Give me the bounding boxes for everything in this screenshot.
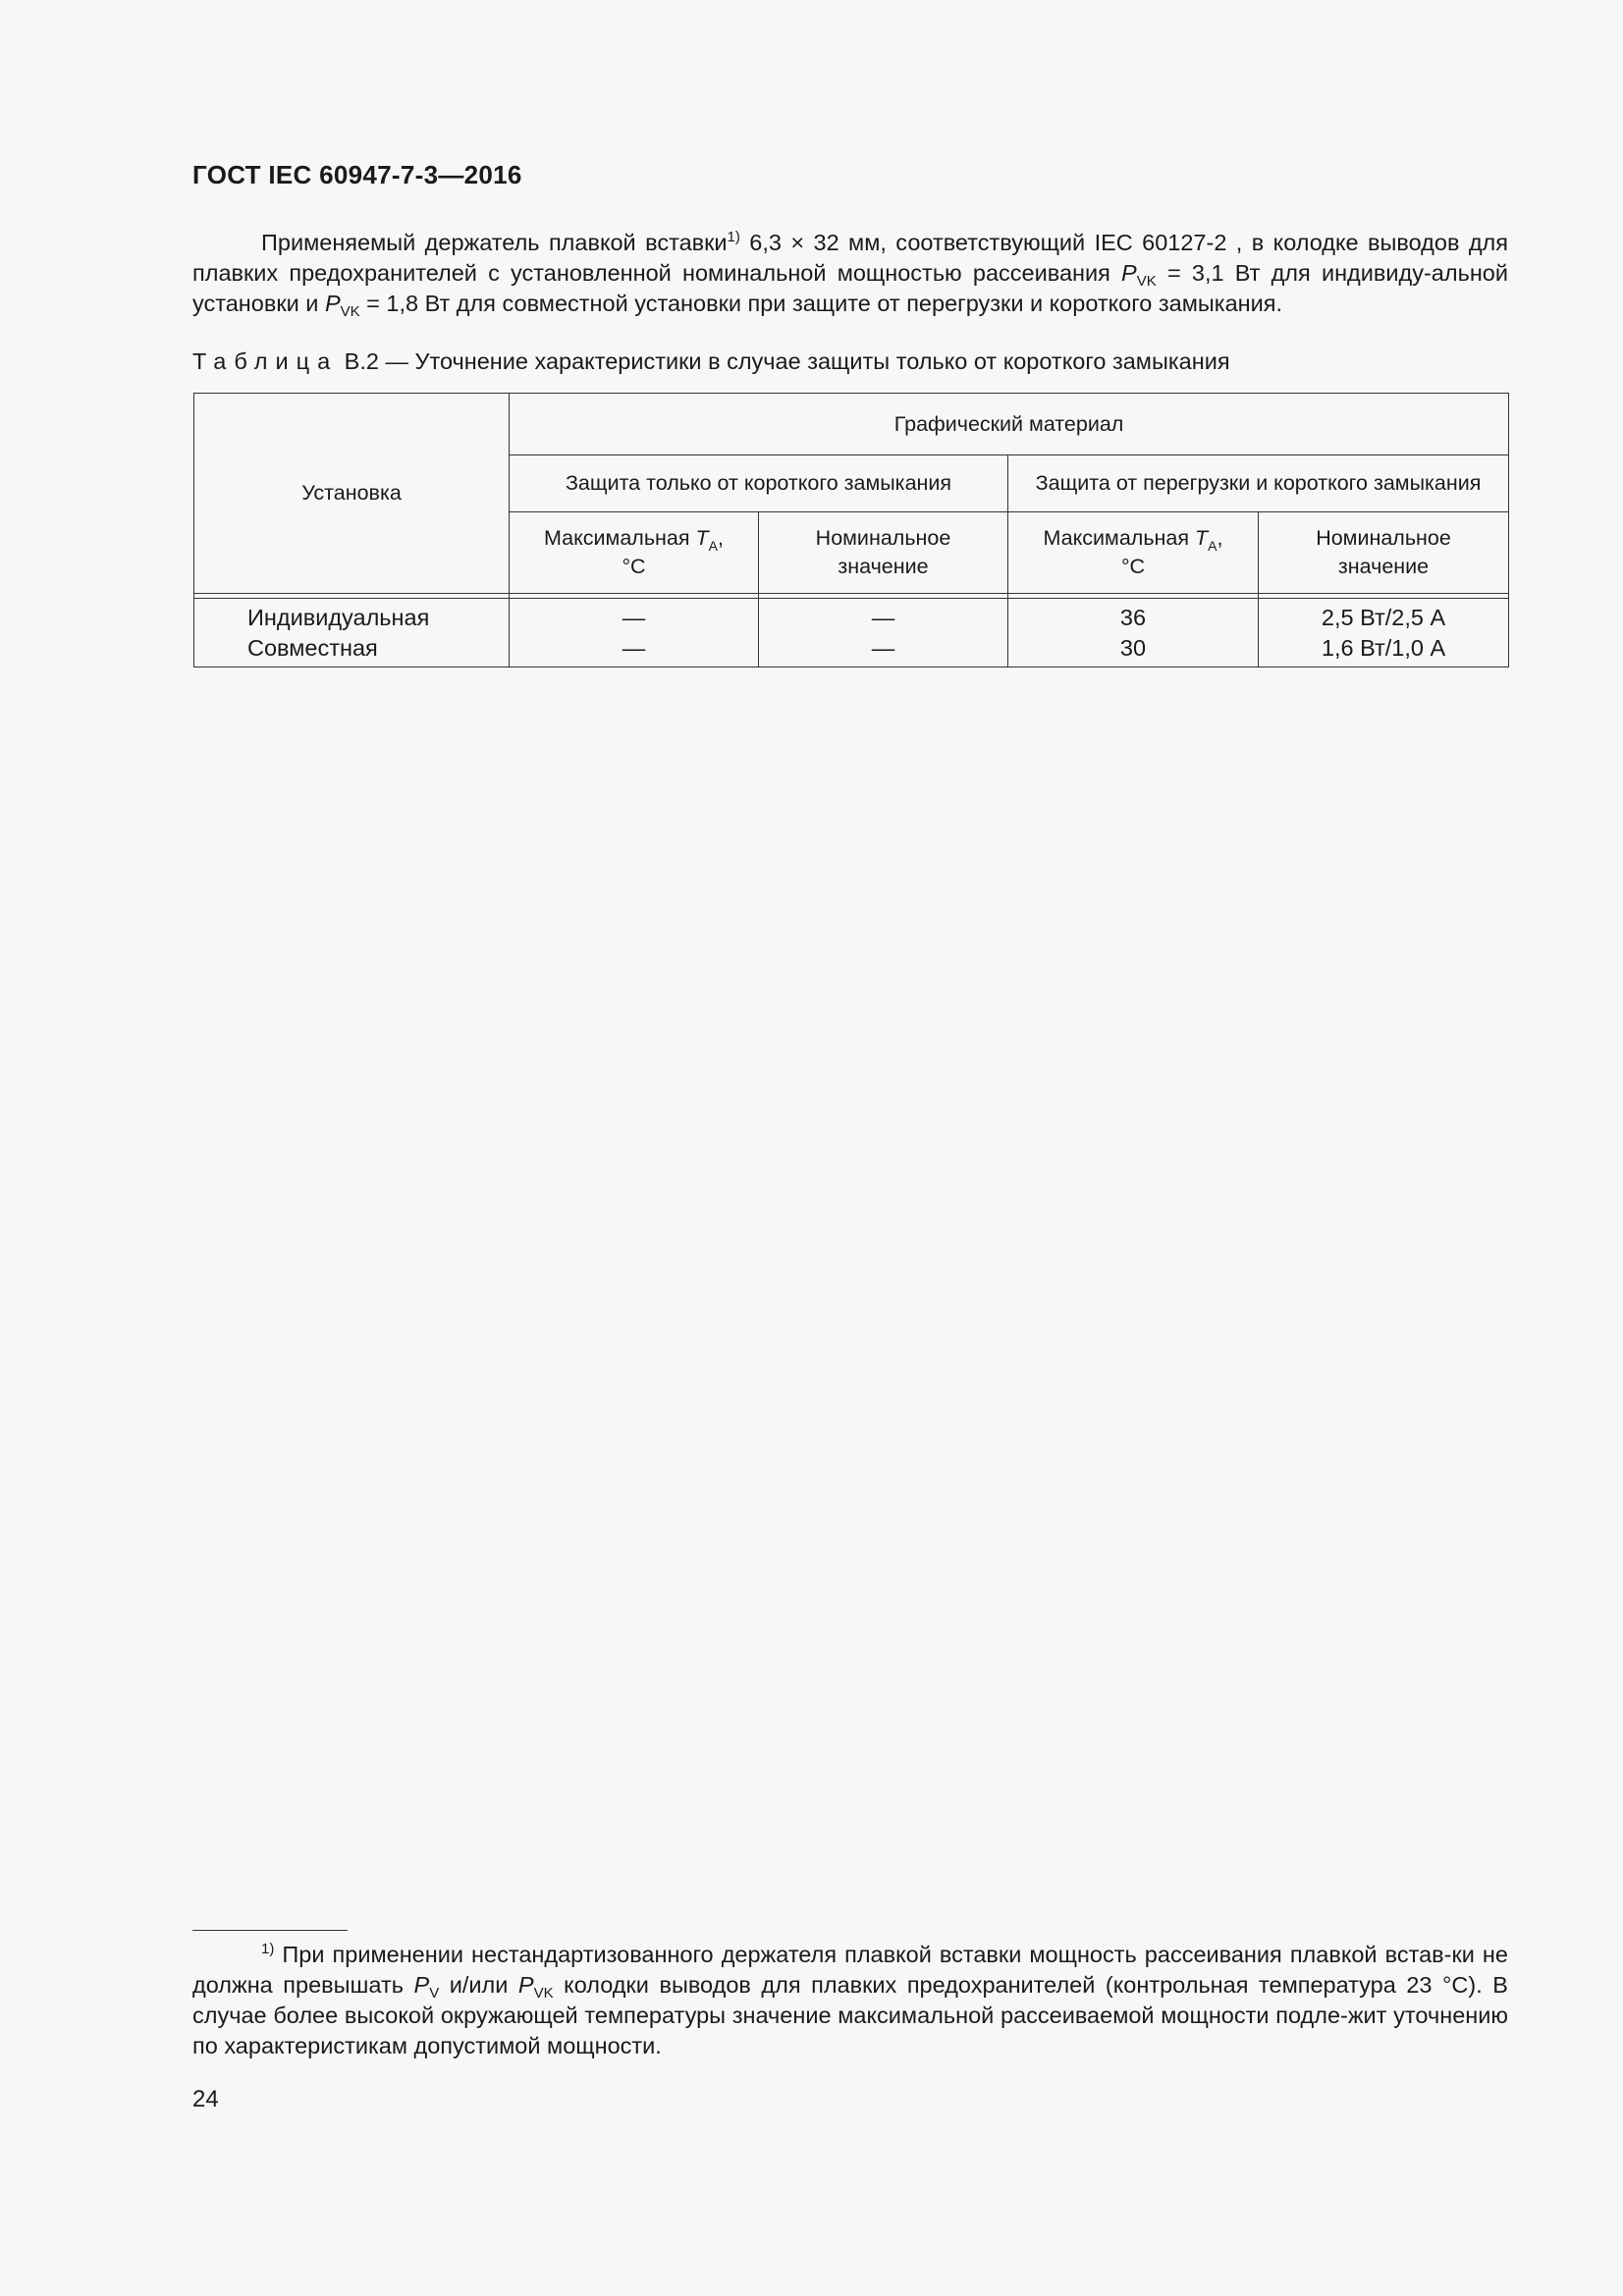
symbol-subscript: V (429, 1985, 440, 2002)
header-nominal-value: Номинальное значение (759, 512, 1008, 594)
header-max-temperature: Максимальная $T_A$, °C (510, 512, 759, 594)
symbol-p: P (324, 291, 341, 316)
paragraph-text: Применяемый держатель плавкой вставки (261, 230, 728, 255)
footnote-marker: 1) (261, 1941, 275, 1957)
header-nominal-value: Номинальное значение (1259, 512, 1509, 594)
cell-overload-temp: 36 30 (1008, 599, 1259, 667)
symbol-subscript: VK (340, 303, 360, 320)
characteristics-table (193, 393, 1509, 667)
page-number: 24 (192, 2086, 219, 2112)
cell-short-nominal: — — (759, 599, 1008, 667)
table-caption-label: Таблица (192, 348, 339, 374)
cell-overload-nominal: 2,5 Вт/2,5 А 1,6 Вт/1,0 А (1259, 599, 1509, 667)
cell-short-temp: — — (510, 599, 759, 667)
footnote-reference: 1) (727, 229, 740, 245)
footnote-divider (192, 1930, 348, 1931)
intro-paragraph (192, 228, 1508, 319)
symbol-p: P (1121, 260, 1137, 286)
header-max-temperature: Максимальная $T_A$, °C (1008, 512, 1259, 594)
footnote (192, 1940, 1508, 2061)
paragraph-text: = 1,8 Вт для совместной установки при защите от перегрузки и короткого замыкания. (359, 291, 1283, 316)
cell-setup: Индивидуальная Совместная (194, 599, 510, 667)
header-overload-and-short-circuit: Защита от перегрузки и короткого замыкания (1008, 455, 1509, 512)
symbol-p: P (413, 1972, 430, 1998)
footnote-text: При применении нестандартизованного держателя плавкой вставки мощность рассеивания плавкой встав-ки не должна превышать (192, 1942, 1508, 1998)
footnote-text: колодки выводов для плавких предохранителей (контрольная температура 23 °C). В случае более высокой окружающей температуры значение максимальной рассеиваемой мощности подле-жит уточнению по характеристикам допустимой мощности. (192, 1972, 1508, 2058)
table-caption (192, 348, 1230, 375)
table-caption-text: В.2 — Уточнение характеристики в случае защиты только от короткого замыкания (338, 348, 1230, 374)
paragraph-text: = 3,1 Вт для индивиду-альной установки и (192, 260, 1508, 316)
symbol-subscript: VK (533, 1985, 554, 2002)
footnote-text: и/или (439, 1972, 518, 1998)
header-graphic-material: Графический материал (510, 394, 1509, 455)
document-header: ГОСТ IEC 60947-7-3—2016 (192, 160, 522, 189)
header-short-circuit-only: Защита только от короткого замыкания (510, 455, 1008, 512)
table-row (194, 599, 1509, 667)
symbol-p: P (517, 1972, 534, 1998)
symbol-subscript: VK (1136, 273, 1157, 290)
paragraph-text: 6,3 × 32 мм, соответствующий IEC 60127-2 , в колодке выводов для плавких предохранителей с установленной номинальной мощностью рассеивания (192, 230, 1508, 286)
header-setup: Установка (194, 394, 510, 594)
